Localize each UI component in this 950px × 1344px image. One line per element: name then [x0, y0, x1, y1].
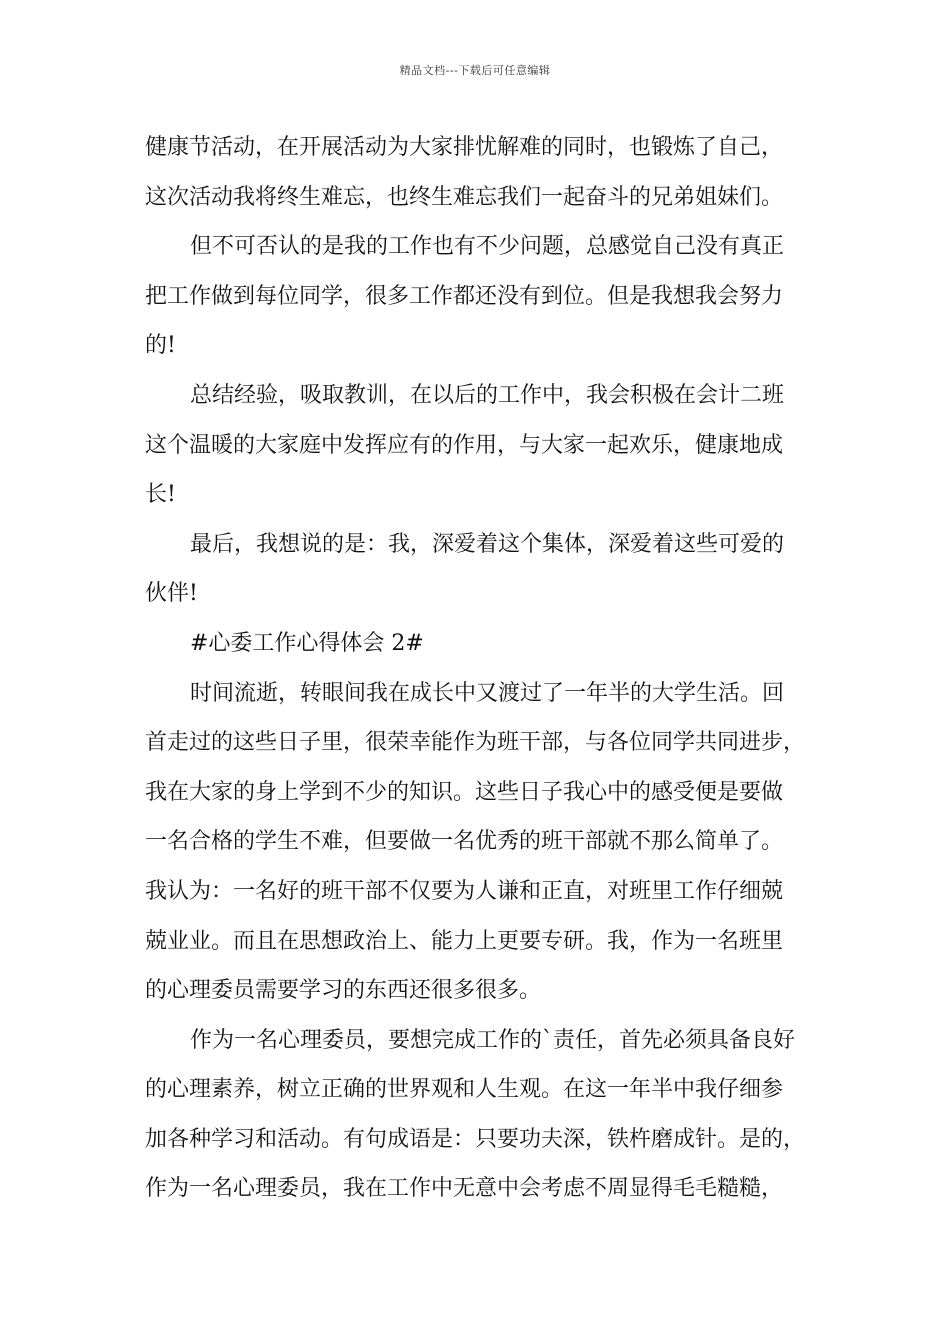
text-line: 时间流逝，转眼间我在成长中又渡过了一年半的大学生活。回	[190, 680, 785, 706]
text-line: 把工作做到每位同学，很多工作都还没有到位。但是我想我会努力	[145, 283, 784, 309]
text-line: 的!	[145, 333, 176, 359]
text-line: 首走过的这些日子里，很荣幸能作为班干部，与各位同学共同进步，	[145, 730, 806, 756]
text-line: 这次活动我将终生难忘，也终生难忘我们一起奋斗的兄弟姐妹们。	[145, 184, 784, 210]
text-line: 的心理委员需要学习的东西还很多很多。	[145, 978, 542, 1004]
text-line: 作为一名心理委员，要想完成工作的`责任，首先必须具备良好	[190, 1027, 796, 1053]
text-line: 的心理素养，树立正确的世界观和人生观。在这一年半中我仔细参	[145, 1077, 784, 1103]
text-line: 伙伴!	[145, 581, 198, 607]
text-line: 最后，我想说的是：我，深爱着这个集体，深爱着这些可爱的	[190, 531, 785, 557]
text-line: 健康节活动，在开展活动为大家排忧解难的同时，也锻炼了自己，	[145, 135, 784, 160]
text-line: 加各种学习和活动。有句成语是：只要功夫深，铁杵磨成针。是的，	[145, 1126, 806, 1152]
text-line: 长!	[145, 482, 176, 508]
text-line: 总结经验，吸取教训，在以后的工作中，我会积极在会计二班	[190, 382, 785, 408]
text-line: 这个温暖的大家庭中发挥应有的作用，与大家一起欢乐，健康地成	[145, 432, 784, 458]
text-line: #心委工作心得体会 2#	[190, 630, 424, 656]
text-line: 我认为：一名好的班干部不仅要为人谦和正直，对班里工作仔细兢	[145, 878, 784, 904]
text-line: 但不可否认的是我的工作也有不少问题，总感觉自己没有真正	[190, 234, 785, 260]
text-line: 兢业业。而且在思想政治上、能力上更要专研。我，作为一名班里	[145, 928, 784, 954]
text-line: 我在大家的身上学到不少的知识。这些日子我心中的感受便是要做	[145, 779, 784, 805]
text-line: 一名合格的学生不难，但要做一名优秀的班干部就不那么简单了。	[145, 829, 784, 855]
page-header: 精品文档---下载后可任意编辑	[399, 64, 551, 77]
text-line: 作为一名心理委员，我在工作中无意中会考虑不周显得毛毛糙糙，	[145, 1176, 784, 1202]
document-body	[145, 123, 825, 1214]
